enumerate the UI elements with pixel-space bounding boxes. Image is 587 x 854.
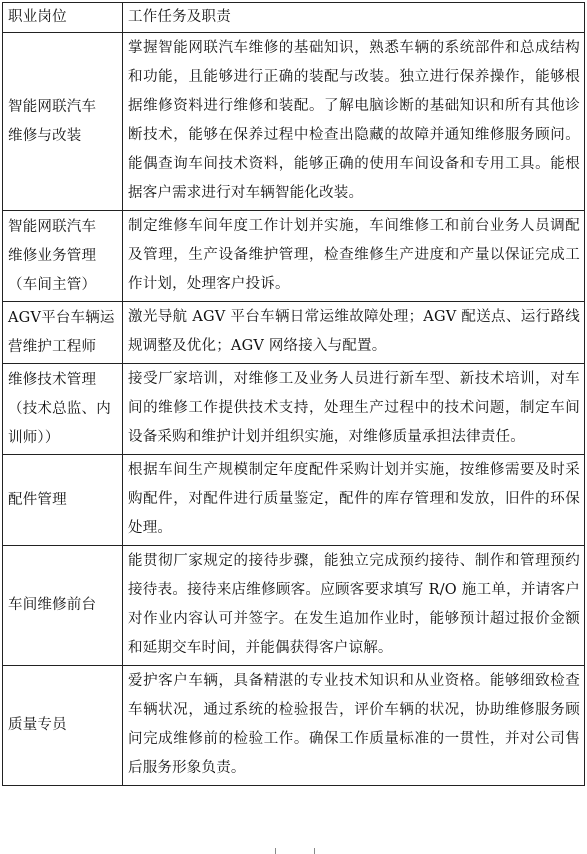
duty-cell: 能贯彻厂家规定的接待步骤，能独立完成预约接待、制作和管理预约接待表。接待来店维修顾客。应顾客要求填写 R/O 施工单，并请客户对作业内容认可并签字。在发生追加作业时，能够预计超过报价金额和延期交车时间，并能偶获得客户谅解。 — [123, 546, 585, 666]
role-line: 配件管理 — [8, 491, 67, 508]
duty-cell: 根据车间生产规模制定年度配件采购计划并实施，按维修需要及时采购配件，对配件进行质量鉴定，配件的库存管理和发放，旧件的环保处理。 — [123, 455, 585, 546]
role-line: 智能网联汽车 — [8, 98, 97, 115]
role-line: 智能网联汽车 — [8, 218, 97, 235]
table-row — [3, 455, 585, 546]
table-row — [3, 33, 585, 211]
role-cell — [3, 211, 123, 302]
role-line: 维修与改装 — [8, 127, 82, 144]
duty-cell: 激光导航 AGV 平台车辆日常运维故障处理；AGV 配送点、运行路线规调整及优化；AGV 网络接入与配置。 — [123, 302, 585, 364]
page-edge-marks — [0, 846, 587, 854]
edge-tick — [275, 848, 276, 854]
duty-cell: 掌握智能网联汽车维修的基础知识，熟悉车辆的系统部件和总成结构和功能，且能够进行正确的装配与改装。独立进行保养操作，能够根据维修资料进行维修和装配。了解电脑诊断的基础知识和所有其他诊断技术，能够在保养过程中检查出隐藏的故障并通知维修服务顾问。能偶查询车间技术资料，能够正确的使用车间设备和专用工具。能根据客户需求进行对车辆智能化改装。 — [123, 33, 585, 211]
role-line: 质量专员 — [8, 717, 67, 733]
duty-cell: 爱护客户车辆，具备精湛的专业技术知识和从业资格。能够细致检查车辆状况，通过系统的检验报告，评价车辆的状况，协助维修服务顾问完成维修前的检验工作。确保工作质量标准的一贯性，并对公司售后服务形象负责。 — [123, 666, 585, 786]
duty-cell: 制定维修车间年度工作计划并实施，车间维修工和前台业务人员调配及管理，生产设备维护管理，检查维修生产进度和产量以保证完成工作计划，处理客户投诉。 — [123, 211, 585, 302]
header-duty: 工作任务及职责 — [123, 3, 585, 33]
role-line: （车间主管） — [8, 276, 97, 293]
role-line: 维修技术管理 — [8, 371, 97, 388]
role-line: （技术总监、内 — [8, 400, 111, 417]
table-row — [3, 666, 585, 786]
role-cell — [3, 364, 123, 455]
role-line: AGV平台车辆运 — [8, 309, 115, 326]
role-cell — [3, 546, 123, 666]
role-line: 维修业务管理 — [8, 247, 97, 264]
duty-cell: 接受厂家培训，对维修工及业务人员进行新车型、新技术培训，对车间的维修工作提供技术支持，处理生产过程中的技术问题，制定车间设备采购和维护计划并组织实施，对维修质量承担法律责任。 — [123, 364, 585, 455]
edge-tick — [314, 848, 315, 854]
role-cell — [3, 33, 123, 211]
role-cell — [3, 455, 123, 546]
header-role: 职业岗位 — [3, 3, 123, 33]
table-row — [3, 546, 585, 666]
job-duties-table — [2, 2, 585, 786]
table-row — [3, 364, 585, 455]
role-line: 训师）） — [8, 429, 60, 446]
role-line: 车间维修前台 — [8, 597, 97, 613]
table-header-row — [3, 3, 585, 33]
table-row — [3, 302, 585, 364]
role-cell — [3, 302, 123, 364]
table-row — [3, 211, 585, 302]
role-line: 营维护工程师 — [8, 338, 97, 355]
role-cell — [3, 666, 123, 786]
